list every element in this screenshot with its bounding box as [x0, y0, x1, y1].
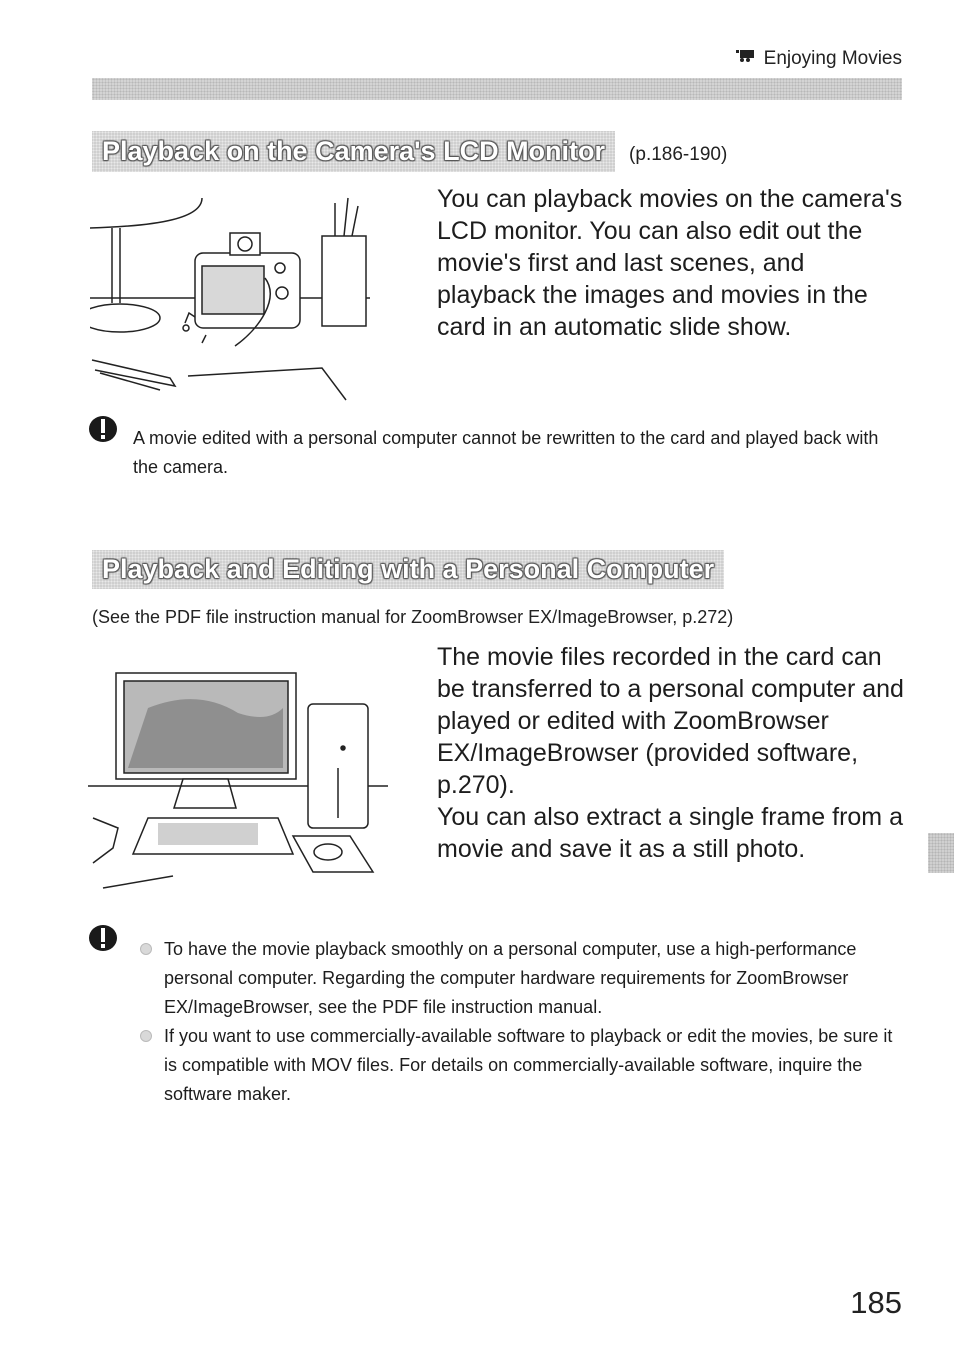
section1-caution: A movie edited with a personal computer cannot be rewritten to the card and played back with the camera. — [133, 428, 879, 477]
computer-illustration — [88, 668, 388, 898]
caution-icon — [86, 922, 120, 954]
running-header-title: Enjoying Movies — [763, 48, 902, 69]
list-item — [164, 1022, 894, 1109]
section1-heading — [92, 131, 727, 172]
movie-camera-icon — [736, 48, 758, 70]
list-item — [164, 935, 894, 1022]
caution-text: To have the movie playback smoothly on a personal computer, use a high-performance personal computer. Regarding the computer hardware requirements for ZoomBrowser EX/ImageBrowser, see the PDF file instruction manual. — [164, 939, 857, 1017]
section2-cautions — [164, 935, 894, 1109]
bullet-icon — [140, 1030, 152, 1042]
section2-title: Playback and Editing with a Personal Computer — [92, 550, 724, 589]
section2-body-p1: The movie files recorded in the card can be transferred to a personal computer and played or edited with ZoomBrowser EX/ImageBrowser (provided software, p.270). — [437, 643, 904, 799]
section1-body: You can playback movies on the camera's LCD monitor. You can also edit out the movie's first and last scenes, and playback the images and movies in the card in an automatic slide show. — [437, 185, 903, 341]
section2-heading — [92, 553, 724, 585]
bullet-icon — [140, 943, 152, 955]
page-number: 185 — [850, 1285, 902, 1320]
caution-text: If you want to use commercially-available software to playback or edit the movies, be sure it is compatible with MOV files. For details on commercially-available software, inquire the software maker. — [164, 1026, 893, 1104]
section2-body-p2: You can also extract a single frame from a movie and save it as a still photo. — [437, 803, 903, 863]
side-tab — [928, 833, 954, 873]
section2-subtitle: (See the PDF file instruction manual for ZoomBrowser EX/ImageBrowser, p.272) — [92, 607, 734, 627]
header-bar — [92, 78, 902, 100]
section1-page-ref: (p.186-190) — [629, 144, 728, 165]
running-header — [736, 48, 902, 70]
section1-title: Playback on the Camera's LCD Monitor — [92, 131, 615, 172]
caution-icon — [86, 413, 120, 445]
camera-playback-illustration — [90, 178, 420, 408]
section2-body — [437, 641, 907, 865]
